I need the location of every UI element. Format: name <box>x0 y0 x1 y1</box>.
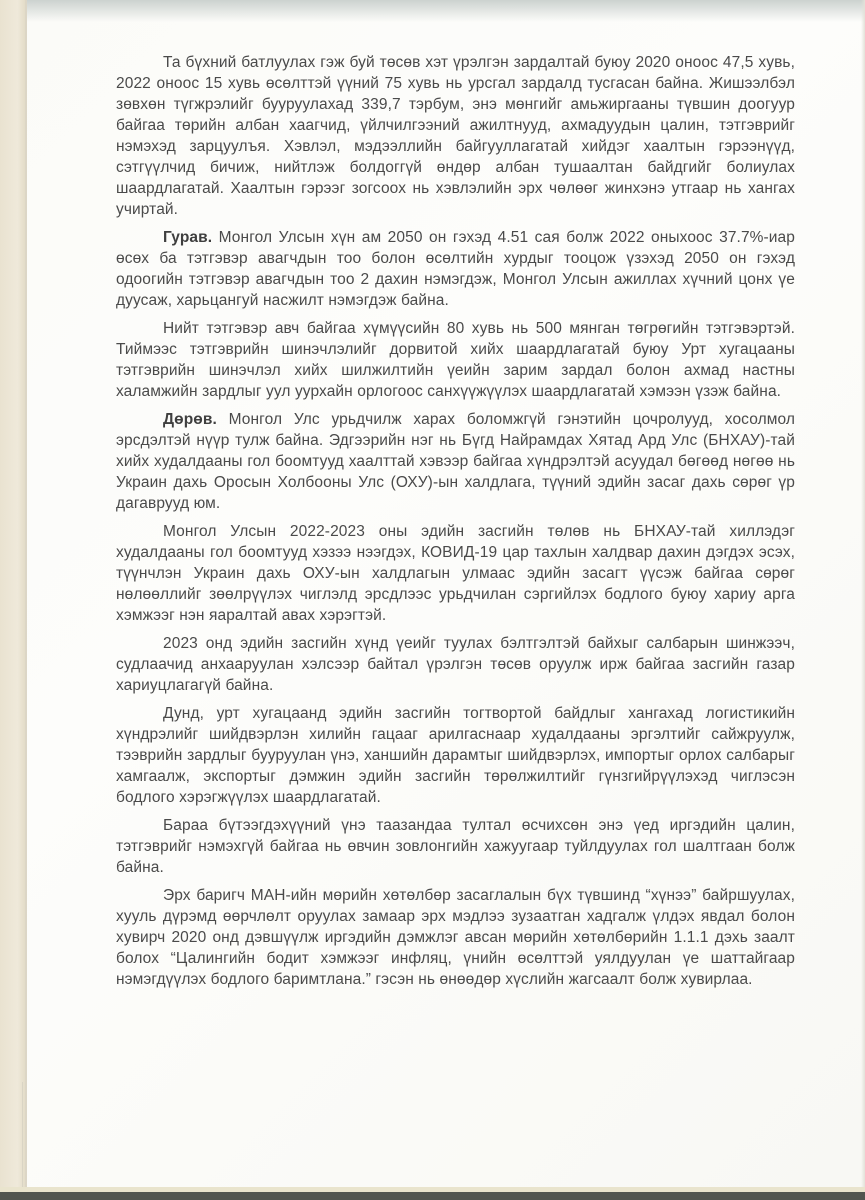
paragraph-4: Дөрөв. Монгол Улс урьдчилж харах боломжгүй гэнэтийн цочролууд, хосолмол эрсдэлтэй нүүр тулж байна. Эдгээрийн нэг нь Бүгд Найрамдах Хятад Ард Улс (БНХАУ)-тай хийх худалдааны гол боомтууд хаалттай хэвээр байгаа хүндрэлтэй асуудал бөгөөд нөгөө нь Украин дахь Оросын Холбооны Улс (ОХУ)-ын халдлага, түүний эдийн засаг дахь сөрөг үр дагаврууд юм. <box>116 411 795 512</box>
paragraph-6: 2023 онд эдийн засгийн хүнд үеийг туулах бэлтгэлтэй байхыг салбарын шинжээч, судлаачид анхааруулан хэлсээр байтал үрэлгэн төсөв оруулж ирж байгаа засгийн газар хариуцлагагүй байна. <box>116 635 795 694</box>
document-body <box>116 52 795 997</box>
scan-edge-right <box>861 0 865 1200</box>
paragraph-2: Гурав. Монгол Улсын хүн ам 2050 он гэхэд 4.51 сая болж 2022 оныхоос 37.7%-иар өсөх ба тэтгэвэр авагчдын тоо болон өсөлтийн хурдыг тооцож үзэхэд 2050 он гэхэд одоогийн тэтгэвэр авагчдын тоо 2 дахин нэмэгдэж, Монгол Улсын ажиллах хүчний цонх үе дуусаж, харьцангуй насжилт нэмэгдэж байна. <box>116 229 796 309</box>
scan-edge-top <box>27 0 865 26</box>
page-left-edge-line <box>25 0 27 1200</box>
scan-edge-left <box>0 0 25 1200</box>
paragraph-lead: Дөрөв. <box>163 411 229 428</box>
scan-edge-bottom <box>0 1192 865 1200</box>
paragraph-9: Эрх баригч МАН-ийн мөрийн хөтөлбөр засаглалын бүх түвшинд “хүнээ” байршуулах, хууль дүрэмд өөрчлөлт оруулах замаар эрх мэдлээ зузаатган хадгалж үлдэх явдал болон хувирч 2020 онд дэвшүүлж иргэдийн дэмжлэг авсан мөрийн хөтөлбөрийн 1.1.1 дэхь заалт болох “Цалингийн бодит хэмжээг инфляц, үнийн өсөлттэй уялдуулан үе шаттайгаар нэмэгдүүлэх бодлого баримтлана.” гэсэн нь өнөөдөр хүслийн жагсаалт болж хувирлаа. <box>116 887 795 988</box>
paragraph-1: Та бүхний батлуулах гэж буй төсөв хэт үрэлгэн зардалтай буюу 2020 оноос 47,5 хувь, 2022 оноос 15 хувь өсөлттэй үүний 75 хувь нь урсгал зардалд тусгасан байна. Жишээлбэл зөвхөн түгжрэлийг бууруулахад 339,7 тэрбум, энэ мөнгийг амьжиргааны түвшин доогуур байгаа төрийн албан хаагчид, үйлчилгээний ажилтнууд, ахмадуудын цалин, тэтгэврийг нэмэхэд зарцуулъя. Хэвлэл, мэдээллийн байгууллагатай хийдэг хаалтын гэрээнүүд, сэтгүүлчид бичиж, нийтлэж болдоггүй өндөр албан тушаалтан байдгийг болиулах шаардлагатай. Хаалтын гэрээг зогсоох нь хэвлэлийн эрх чөлөөг жинхэнэ утгаар нь хангах учиртай. <box>116 54 795 218</box>
paragraph-3: Нийт тэтгэвэр авч байгаа хүмүүсийн 80 хувь нь 500 мянган төгрөгийн тэтгэвэртэй. Тиймээс тэтгэврийн шинэчлэлийг дорвитой хийх шаардлагатай буюу Урт хугацааны тэтгэврийн шинэчлэл хийх шилжилтийн үеийн зарим зардал болон ахмад настны халамжийн зардлыг уул уурхайн орлогоос санхүүжүүлэх шаардлагатай хэмээн үзэж байна. <box>116 320 795 400</box>
page-bottom-left-edge-line <box>22 1082 23 1187</box>
paragraph-lead: Гурав. <box>163 229 219 246</box>
paragraph-7: Дунд, урт хугацаанд эдийн засгийн тогтвортой байдлыг хангахад логистикийн хүндрэлийг шийдвэрлэн хилийн гацааг арилгаснаар худалдааны эргэлтийг сайжруулж, тээврийн зардлыг бууруулан үнэ, ханшийн дарамтыг шийдвэрлэх, импортыг орлох салбарыг хамгаалж, экспортыг дэмжин эдийн засгийн төрөлжилтийг гүнзгийрүүлэхэд чиглэсэн бодлого хэрэгжүүлэх шаардлагатай. <box>116 705 795 806</box>
paragraph-8: Бараа бүтээгдэхүүний үнэ таазандаа тултал өсчихсөн энэ үед иргэдийн цалин, тэтгэврийг нэмэхгүй байгаа нь өвчин зовлонгийн хажуугаар туйлдуулах гол шалтгаан болж байна. <box>116 817 795 876</box>
paragraph-5: Монгол Улсын 2022-2023 оны эдийн засгийн төлөв нь БНХАУ-тай хиллэдэг худалдааны гол боомтууд хэзээ нээгдэх, КОВИД-19 цар тахлын халдвар дахин дэгдэх эсэх, түүнчлэн Украин дахь ОХУ-ын халдлагын улмаас эдийн засагт үүсэж байгаа сөрөг нөлөөллийг зөөлрүүлэх чиглэлд эрсдлээс урьдчилан сэргийлэх бодлого буюу хариу арга хэмжээг нэн яаралтай авах хэрэгтэй. <box>116 523 795 624</box>
